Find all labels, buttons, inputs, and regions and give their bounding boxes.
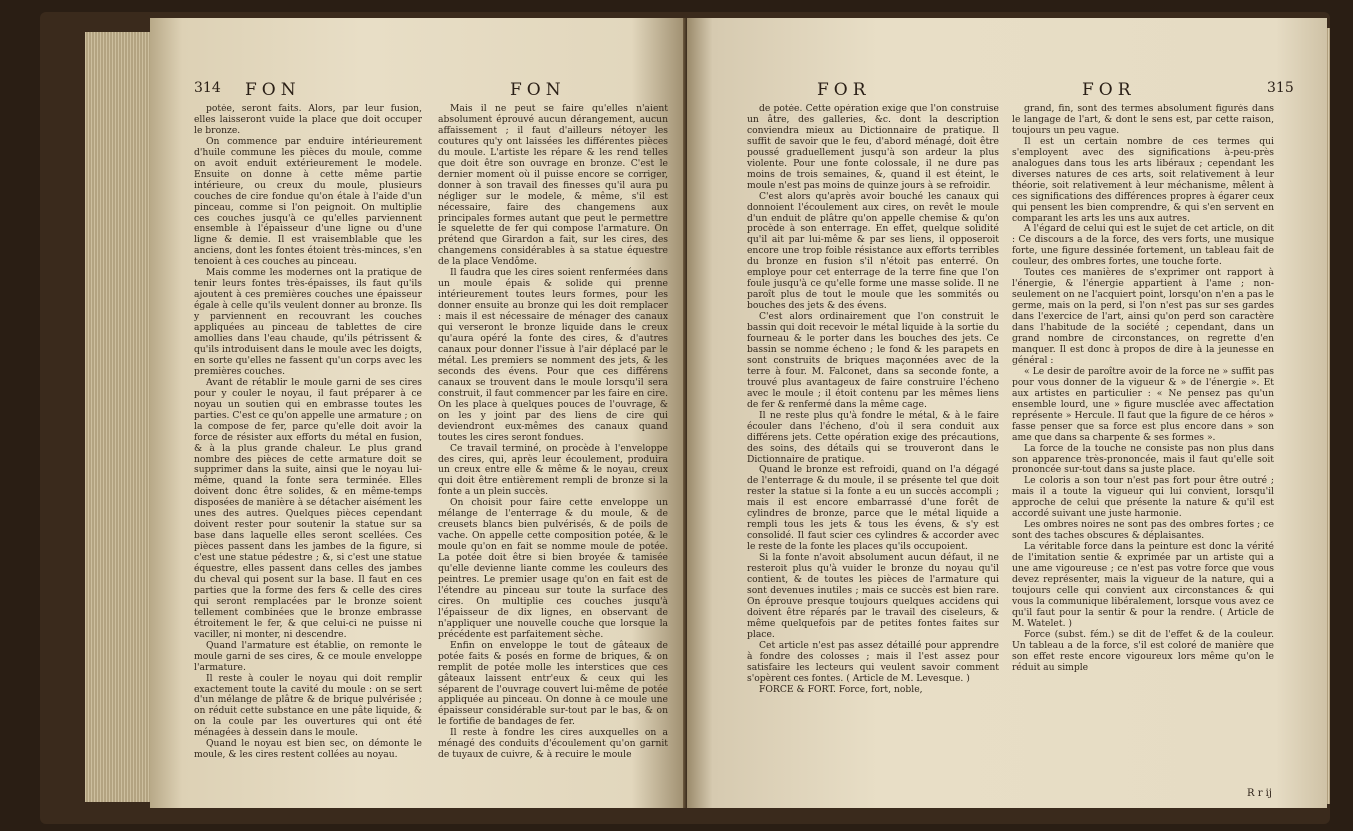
paragraph: Toutes ces manières de s'exprimer ont rapport à l'énergie, & l'énergie appartient à l'ame ; non-seulement on ne l'acquiert point, lorsqu'on n'en a pas le germe, mais on la perd, si l'on n'est pas sur ses gardes dans l'exercice de l'art, ainsi qu'on perd son caractère dans l'habitude de la société ; cependant, dans un grand nombre de circonstances, on regrette d'en manquer. Il est donc à propos de dire à la jeunesse en général : [1012,267,1274,366]
paragraph: Il reste à couler le noyau qui doit remplir exactement toute la cavité du moule : on se sert d'un mélange de plâtre & de brique pulvérisée ; on réduit cette substance en une pâte liquide, & on la coule par les ouvertures qui ont été ménagées à dessein dans le moule. [194,672,422,739]
paragraph: « Le desir de paroître avoir de la force ne » suffit pas pour vous donner de la vigueur & » de l'énergie ». Et aux artistes en particulier : « Ne pensez pas qu'un ensemble lourd, une » figure musclée avec affectation représente » Hercule. Il faut que la figure de ce héros » fasse penser que sa force est plus encore dans » son ame que dans sa charpente & ses formes ». [1012,365,1274,443]
running-head-right: FON [510,80,566,100]
paragraph: Quand le bronze est refroidi, quand on l'a dégagé de l'enterrage & du moule, il se présente tel que doit rester la statue si la fonte a eu un succès accompli ; mais il est encore embarrassé d'une forêt de cylindres de bronze, parce que le métal liquide a rempli tous les jets & tous les évens, & s'y est consolidé. Il faut scier ces cylindres & accorder avec le reste de la fonte les places qu'ils occupoient. [747,464,999,553]
text-column-1 [194,104,422,794]
paragraph: grand, fin, sont des termes absolument figurés dans le langage de l'art, & dont le sens est, par cette raison, toujours un peu vague. [1012,104,1274,136]
paragraph: Quand l'armature est établie, on remonte le moule garni de ses cires, & ce moule enveloppe l'armature. [194,639,422,673]
paragraph: Il ne reste plus qu'à fondre le métal, & à le faire écouler dans l'écheno, d'où il sera conduit aux différens jets. Cette opération exige des précautions, des soins, des détails qui se trouveront dans le Dictionnaire de pratique. [747,409,999,465]
paragraph: La force de la touche ne consiste pas non plus dans son apparence très-prononcée, mais il faut qu'elle soit prononcée sur-tout dans sa juste place. [1012,442,1274,476]
paragraph: Ce travail terminé, on procède à l'enveloppe des cires, qui, après leur écoulement, produira un creux entre elle & même & le noyau, creux qui doit être entièrement rempli de bronze si la fonte a un plein succès. [438,442,668,498]
paragraph: potée, seront faits. Alors, par leur fusion, elles laisseront vuide la place que doit occuper le bronze. [194,104,422,136]
paragraph: Force (subst. fém.) se dit de l'effet & de la couleur. Un tableau a de la force, s'il est coloré de manière que son effet reste encore vigoureux lors même qu'on le réduit au simple [1012,628,1274,673]
paragraph: C'est alors qu'après avoir bouché les canaux qui donnoient l'écoulement aux cires, on revêt le moule d'un enduit de plâtre qu'on appelle chemise & qu'on procède à son enterrage. En effet, quelque solidité qu'il ait par lui-même & par ses liens, il opposeroit encore une trop foible résistance aux efforts terribles du bronze en fusion s'il n'étoit pas enterré. On employe pour cet enterrage de la terre fine que l'on foule jusqu'à ce qu'elle forme une masse solide. Il ne paroît plus de tout le moule que les sommités ou bouches des jets & des évens. [747,190,999,312]
text-column-2 [1012,104,1274,784]
paragraph: Il est un certain nombre de ces termes qui s'employent avec des significations à-peu-près analogues dans tous les arts libéraux ; cependant les diverses natures de ces arts, soit relativement à leur théorie, soit relativement à leur méchanisme, mêlent à ces significations des différences propres à égarer ceux qui pensent les bien comprendre, & qui s'en servent en comparant les arts les uns aux autres. [1012,135,1274,224]
paragraph: C'est alors ordinairement que l'on construit le bassin qui doit recevoir le métal liquide à la sortie du fourneau & le porter dans les bouches des jets. Ce bassin se nomme écheno ; le fond & les parapets en sont construits de briques maçonnées avec de la terre à four. M. Falconet, dans sa seconde fonte, a trouvé plus avantageux de faire construire l'écheno avec le moule ; il étoit contenu par les mêmes liens de fer & renfermé dans la même cage. [747,311,999,410]
page-number: 314 [194,80,221,96]
running-head-left: FOR [817,80,871,100]
paragraph: FORCE & FORT. Force, fort, noble, [759,683,923,695]
text-column-2 [438,104,668,794]
right-page [687,18,1327,808]
paragraph: On commence par enduire intérieurement d'huile commune les pièces du moule, comme on avoit enduit extérieurement le modele. Ensuite on donne à cette même partie intérieure, ou creux du moule, plusieurs couches de cire fondue qu'on étale à l'aide d'un pinceau, comme si l'on peignoit. On multiplie ces couches jusqu'à ce qu'elles parviennent ensemble à l'épaisseur d'une ligne ou d'une ligne & demie. Il est vraisemblable que les anciens, dont les fontes étoient très-minces, s'en tenoient à ces couches au pinceau. [194,135,422,268]
running-head-left: FON [245,80,301,100]
left-page [150,18,685,808]
paragraph: Avant de rétablir le moule garni de ses cires pour y couler le noyau, il faut préparer à ce noyau un soutien qui en embrasse toutes les parties. C'est ce qu'on appelle une armature ; on la compose de fer, parce qu'elle doit avoir la force de résister aux efforts du métal en fusion, & à la plus grande chaleur. Le plus grand nombre des pièces de cette armature doit se supprimer dans la suite, ainsi que le noyau lui-même, quand la fonte sera terminée. Elles doivent donc être solides, & en même-temps disposées de manière à se détacher aisément les unes des autres. Quelques pièces cependant doivent rester pour soutenir la statue sur sa base dans laquelle elles seront scellées. Ces pièces passent dans les jambes de la figure, si c'est une statue pédestre ; &, si c'est une statue équestre, elles passent dans celles des jambes du cheval qui posent sur la base. Il faut en ces parties que la forme des fers & celle des cires qui seront remplacées par le bronze soient tellement combinées que le bronze embrasse étroitement le fer, & que celui-ci ne puisse ni vaciller, ni monter, ni descendre. [194,376,422,640]
paragraph: La véritable force dans la peinture est donc la vérité de l'imitation sentie & exprimée par un artiste qui a une ame vigoureuse ; ce n'est pas votre force que vous devez représenter, mais la vigueur de la nature, qui a toujours celle qui convient aux circonstances & qui vous la communique libéralement, lorsque vous avez ce qu'il faut pour la sentir & pour la rendre. ( Article de M. Watelet. ) [1012,541,1274,629]
paragraph: On choisit pour faire cette enveloppe un mélange de l'enterrage & du moule, & de creusets blancs bien pulvérisés, & de poils de vache. On appelle cette composition potée, & le moule qu'on en fait se nomme moule de potée. La potée doit être si bien broyée & tamisée qu'elle devienne liante comme les couleurs des peintres. Le premier usage qu'on en fait est de l'étendre au pinceau sur toute la surface des cires. On multiplie ces couches jusqu'à l'épaisseur de dix lignes, en observant de n'appliquer une nouvelle couche que lorsque la précédente est parfaitement sèche. [438,497,668,640]
page-number: 315 [1267,80,1294,96]
paragraph: Cet article n'est pas assez détaillé pour apprendre à fondre des colosses ; mais il l'est assez pour satisfaire les lecteurs qui veulent savoir comment s'opèrent ces fontes. ( Article de M. Levesque. ) [747,639,999,684]
paragraph: Il reste à fondre les cires auxquelles on a ménagé des conduits d'écoulement qu'on garnit de tuyaux de cuivre, & à recuire le moule [438,727,668,761]
paragraph: Les ombres noires ne sont pas des ombres fortes ; ce sont des taches obscures & déplaisantes. [1012,519,1274,542]
paragraph: Il faudra que les cires soient renfermées dans un moule épais & solide qui prenne intérieurement toutes leurs formes, pour les donner ensuite au bronze qui les doit remplacer : mais il est nécessaire de ménager des canaux qui verseront le bronze liquide dans le creux qu'aura opéré la fonte des cires, & d'autres canaux pour donner l'issue à l'air déplacé par le métal. Les premiers se nomment des jets, & les seconds des évens. Pour que ces différens canaux se trouvent dans le moule lorsqu'il sera construit, il faut commencer par les faire en cire. On les place à quelques pouces de l'ouvrage, & on les y joint par des liens de cire qui deviendront eux-mêmes des canaux quand toutes les cires seront fondues. [438,267,668,443]
paragraph: Mais il ne peut se faire qu'elles n'aient absolument éprouvé aucun dérangement, aucun affaissement ; il faut d'ailleurs nétoyer les coutures qu'y ont laissées les différentes pièces du moule. L'artiste les répare & les rend telles que doit être son ouvrage en bronze. C'est le dernier moment où il puisse encore se corriger, donner à son travail des finesses qu'il aura pu négliger sur le modele, & même, s'il est nécessaire, faire des changemens aux principales formes autant que peut le permettre le squelette de fer qui compose l'armature. On prétend que Girardon a fait, sur les cires, des changemens considérables à sa statue équestre de la place Vendôme. [438,104,668,268]
paragraph: Quand le noyau est bien sec, on démonte le moule, & les cires restent collées au noyau. [194,738,422,761]
paragraph: Enfin on enveloppe le tout de gâteaux de potée faits & posés en forme de briques, & on remplit de potée molle les interstices que ces gâteaux laissent entr'eux & ceux qui les séparent de l'ouvrage couvert lui-même de potée appliquée au pinceau. On donne à ce moule une épaisseur considérable sur-tout par le bas, & on le fortifie de bandages de fer. [438,639,668,728]
page-edges-left [85,32,155,802]
running-head-right: FOR [1082,80,1136,100]
paragraph: de potée. Cette opération exige que l'on construise un âtre, des galleries, &c. dont la description conviendra mieux au Dictionnaire de pratique. Il suffit de savoir que le feu, d'abord ménagé, doit être poussé graduellement jusqu'à son ardeur la plus violente. Pour une fonte colossale, il ne dure pas moins de trois semaines, &, quand il est éteint, le moule n'est pas moins de quinze jours à se refroidir. [747,104,999,191]
paragraph: A l'égard de celui qui est le sujet de cet article, on dit : Ce discours a de la force, des vers forts, une musique forte, une figure dessinée fortement, un tableau fait de couleur, des ombres fortes, une touche forte. [1012,223,1274,268]
paragraph: Si la fonte n'avoit absolument aucun défaut, il ne resteroit plus qu'à vuider le bronze du noyau qu'il contient, & de toutes les pièces de l'armature qui sont devenues inutiles ; mais ce succès est bien rare. On éprouve presque toujours quelques accidens qui doivent être réparés par le travail des ciseleurs, & même quelquefois par de petites fontes faites sur place. [747,552,999,640]
paragraph: Le coloris a son tour n'est pas fort pour être outré ; mais il a toute la vigueur qui lui convient, lorsqu'il approche de celui que présente la nature & qu'il est accordé suivant une juste harmonie. [1012,475,1274,520]
signature-mark: R r ij [1247,788,1272,799]
text-column-1 [747,104,999,794]
paragraph: Mais comme les modernes ont la pratique de tenir leurs fontes très-épaisses, ils faut qu'ils ajoutent à ces premières couches une épaisseur égale à celle qu'ils veulent donner au bronze. Ils y parviennent en recouvrant les couches appliquées au pinceau de tablettes de cire amollies dans l'eau chaude, qu'ils pétrissent & qu'ils introduisent dans le moule avec les doigts, en sorte qu'elles ne fassent qu'un corps avec les premières couches. [194,267,422,377]
